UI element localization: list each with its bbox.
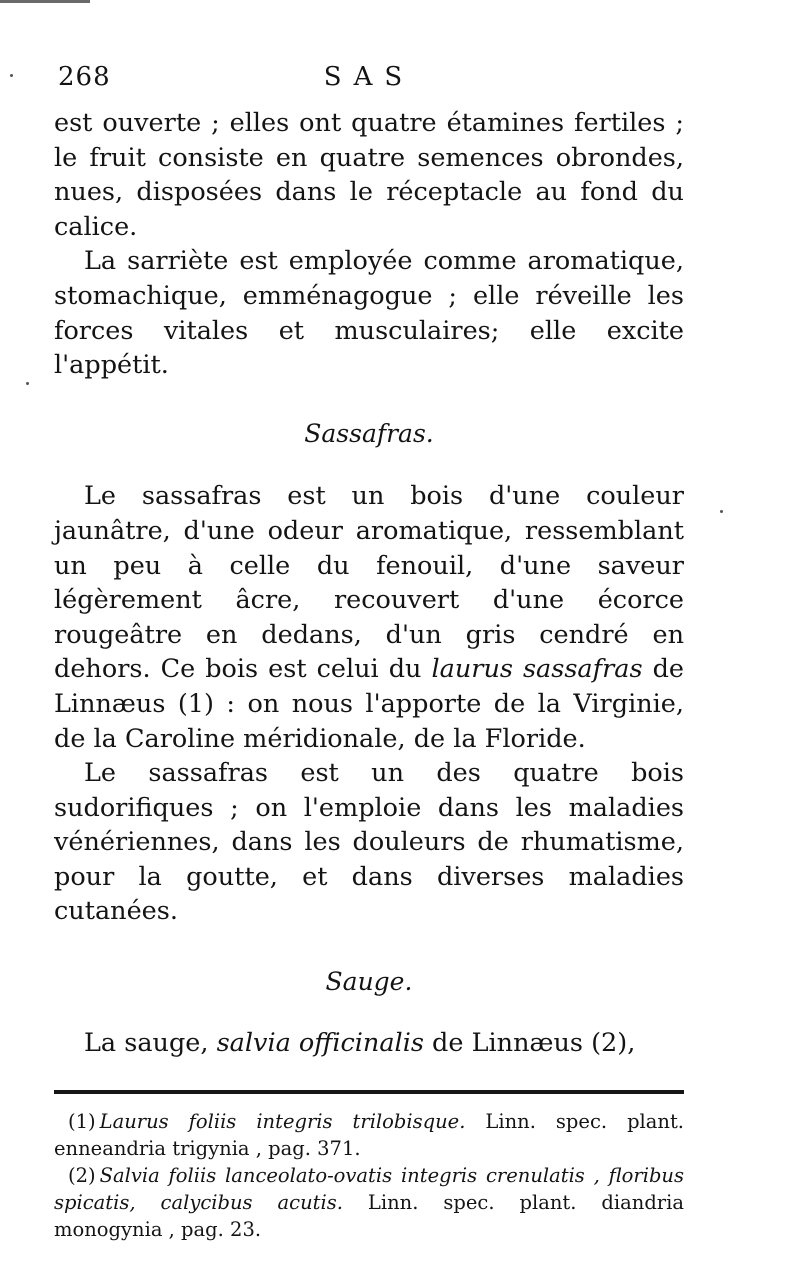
footnote-latin: Salvia foliis lanceolato-ovatis integris crenulatis , floribus spicatis, calycibus acutis.: [54, 1164, 684, 1215]
footnotes: [54, 1108, 684, 1243]
print-speck: [26, 382, 29, 385]
page-header: [54, 62, 684, 106]
latin-name: salvia officinalis: [216, 1027, 424, 1058]
page-number: 268: [58, 62, 111, 92]
print-speck: [10, 74, 13, 77]
print-speck: [720, 510, 723, 513]
latin-name: laurus sassafras: [431, 654, 643, 685]
section-heading-sauge: Sauge.: [325, 967, 413, 997]
footnote-rule: [54, 1090, 684, 1094]
footnote-marker: (1): [68, 1110, 96, 1134]
footnote-marker: (2): [68, 1164, 96, 1188]
running-head: SAS: [323, 62, 415, 92]
paragraph-continuation: est ouverte ; elles ont quatre étamines fertiles ; le fruit consiste en quatre semences obrondes, nues, disposées dans le réceptacle au fond du calice.: [54, 108, 684, 242]
footnote-text: Linn. spec. plant. diandria monogynia , pag. 23.: [54, 1191, 684, 1242]
section-heading-sassafras: Sassafras.: [304, 418, 434, 448]
paragraph-sarriete-uses: La sarriète est employée comme aromatique, stomachique, emménagogue ; elle réveille les forces vitales et musculaires; elle excite l'appétit.: [54, 246, 684, 381]
text-run: de Linnæus (1) : on nous l'apporte de la Virginie, de la Caroline méridionale, de la Floride.: [54, 654, 684, 754]
footnote-2: [54, 1162, 684, 1243]
top-edge-rule: [0, 0, 90, 3]
text-run: La sauge,: [84, 1027, 217, 1058]
text-run: Le sassafras est un bois d'une couleur jaunâtre, d'une odeur aromatique, ressemblant un peu à celle du fenouil, d'une saveur légèrement âcre, recouvert d'une écorce rougeâtre en dedans, d'un gris cendré en dehors. Ce bois est celui du: [54, 481, 684, 685]
footnote-1: [54, 1108, 684, 1162]
book-page: [54, 62, 684, 1243]
paragraph-sassafras-uses: Le sassafras est un des quatre bois sudorifiques ; on l'emploie dans les maladies vénériennes, dans les douleurs de rhumatisme, pour la goutte, et dans diverses maladies cutanées.: [54, 758, 684, 927]
paragraph-sauge: [54, 1026, 684, 1061]
body-text: [54, 106, 684, 1060]
footnote-text: Linn. spec. plant. enneandria trigynia , pag. 371.: [54, 1110, 685, 1161]
text-run: de Linnæus (2),: [423, 1027, 636, 1058]
footnote-latin: Laurus foliis integris trilobisque.: [99, 1110, 466, 1134]
paragraph-sassafras-description: [54, 479, 684, 756]
